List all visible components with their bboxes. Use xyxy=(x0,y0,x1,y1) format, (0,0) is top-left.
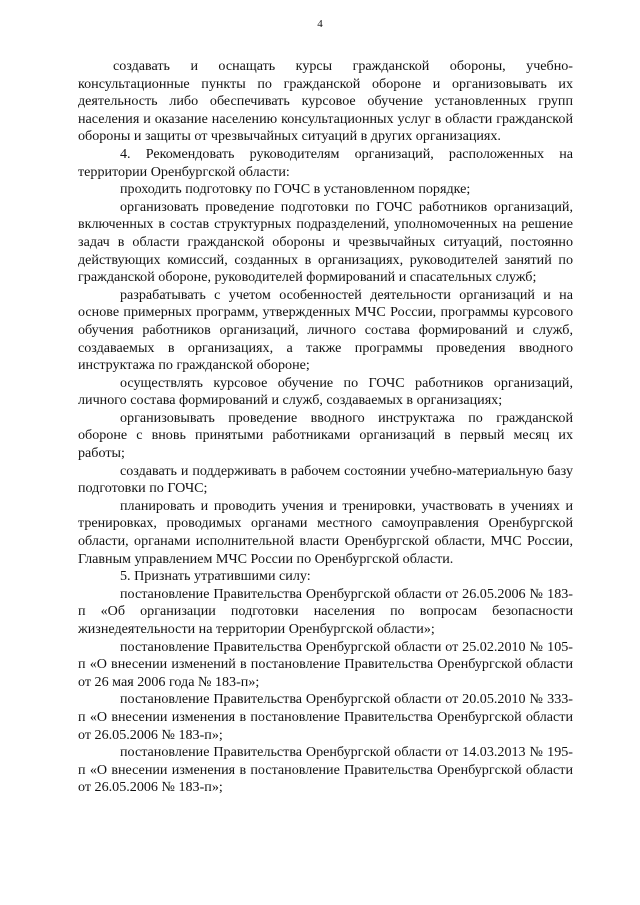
paragraph-exercises: планировать и проводить учения и тренировки, участвовать в учениях и тренировках, проводимых органами местного самоуправления Оренбургской области, органами исполнительной власти Оренбургской области, МЧС России, Главным управлением МЧС России по Оренбургской области. xyxy=(78,497,573,567)
paragraph-repealed-105: постановление Правительства Оренбургской области от 25.02.2010 № 105-п «О внесении изменений в постановление Правительства Оренбургской области от 26 мая 2006 года № 183-п»; xyxy=(78,638,573,690)
paragraph-induction-briefing: организовывать проведение вводного инструктажа по гражданской обороне с вновь принятыми работниками организаций в первый месяц их работы; xyxy=(78,409,573,462)
paragraph-courses: создавать и оснащать курсы гражданской обороны, учебно-консультационные пункты по гражданской обороне и организовывать их деятельность либо обеспечивать курсовое обучение установленных групп населения и оказание населению консультационных услуг в области гражданской обороны и защиты от чрезвычайных ситуаций в других организациях. xyxy=(78,58,573,145)
paragraph-repealed-183: постановление Правительства Оренбургской области от 26.05.2006 № 183-п «Об организации подготовки населения по вопросам безопасности жизнедеятельности на территории Оренбургской области»; xyxy=(78,585,573,637)
paragraph-repealed-195: постановление Правительства Оренбургской области от 14.03.2013 № 195-п «О внесении изменения в постановление Правительства Оренбургской области от 26.05.2006 № 183-п»; xyxy=(78,744,573,796)
paragraph-repealed-333: постановление Правительства Оренбургской области от 20.05.2010 № 333-п «О внесении изменения в постановление Правительства Оренбургской области от 26.05.2006 № 183-п»; xyxy=(78,691,573,743)
paragraph-item-4-heading: 4. Рекомендовать руководителям организаций, расположенных на территории Оренбургской области: xyxy=(78,145,573,180)
paragraph-develop-programs: разрабатывать с учетом особенностей деятельности организаций и на основе примерных программ, утвержденных МЧС России, программы курсового обучения работников организаций, личного состава формирований и служб, создаваемых в организациях, а также программы проведения вводного инструктажа по гражданской обороне; xyxy=(78,286,573,374)
paragraph-item-5-heading: 5. Признать утратившими силу: xyxy=(120,568,311,585)
paragraph-training: проходить подготовку по ГОЧС в установленном порядке; xyxy=(120,181,471,198)
document-body xyxy=(78,58,573,797)
paragraph-course-training: осуществлять курсовое обучение по ГОЧС работников организаций, личного состава формирований и служб, создаваемых в организациях; xyxy=(78,374,573,409)
page-number: 4 xyxy=(317,18,323,30)
paragraph-organize-training: организовать проведение подготовки по ГОЧС работников организаций, включенных в состав структурных подразделений, уполномоченных на решение задач в области гражданской обороны и чрезвычайных ситуаций, постоянно действующих комиссий, созданных в организациях, руководителей занятий по гражданской обороне, руководителей формирований и спасательных служб; xyxy=(78,198,573,286)
paragraph-material-base: создавать и поддерживать в рабочем состоянии учебно-материальную базу подготовки по ГОЧС; xyxy=(78,462,573,497)
